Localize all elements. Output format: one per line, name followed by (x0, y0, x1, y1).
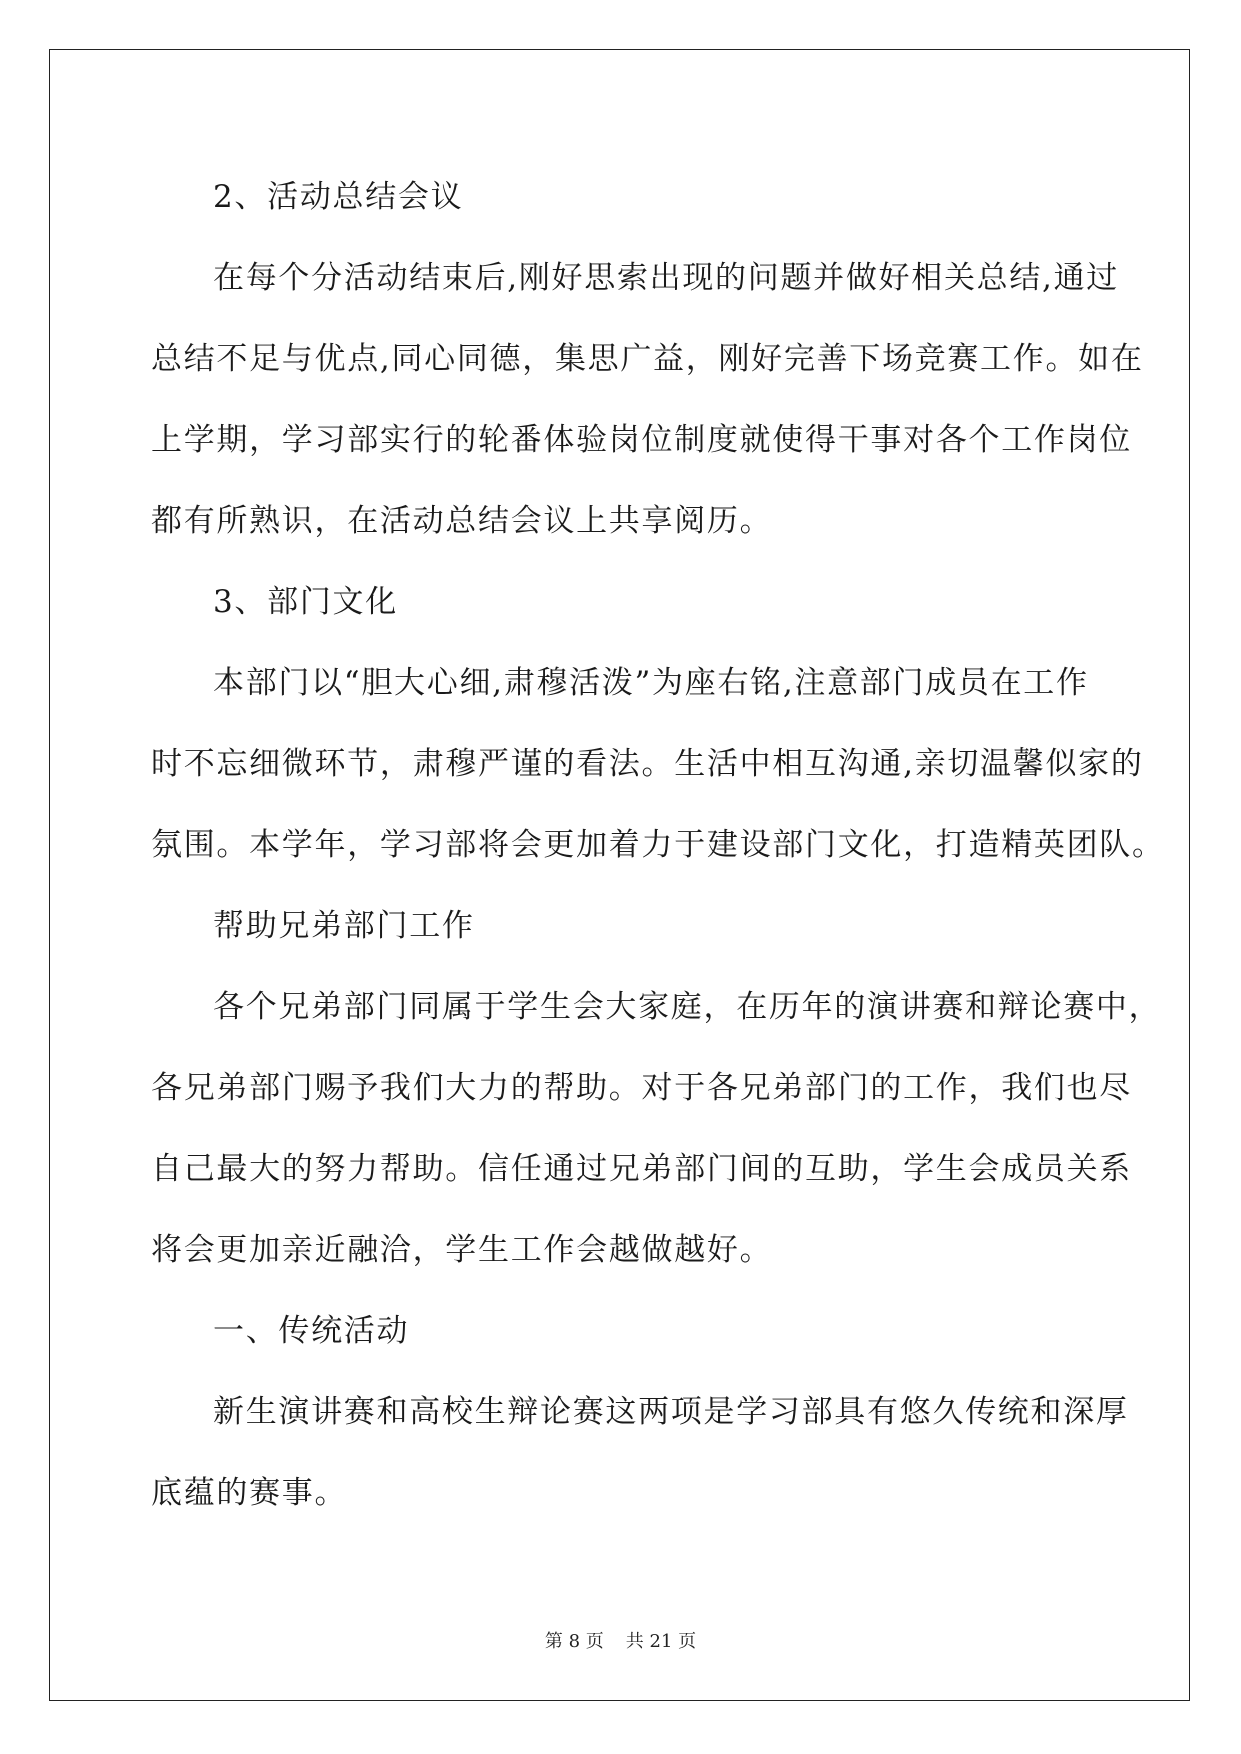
heading-department-culture: 3、部门文化 (213, 584, 398, 620)
paragraph-line: 各个兄弟部门同属于学生会大家庭，在历年的演讲赛和辩论赛中， (213, 989, 1162, 1025)
page-total: 共 21 页 (625, 1631, 697, 1652)
paragraph-line: 自己最大的努力帮助。信任通过兄弟部门间的互助，学生会成员关系 (151, 1151, 1132, 1187)
heading-activity-summary-meeting: 2、活动总结会议 (213, 179, 464, 215)
heading-help-sibling-departments: 帮助兄弟部门工作 (213, 908, 475, 944)
paragraph-line: 时不忘细微环节，肃穆严谨的看法。生活中相互沟通,亲切温馨似家的 (151, 746, 1144, 782)
page-footer (0, 1627, 1241, 1653)
paragraph-line: 将会更加亲近融洽，学生工作会越做越好。 (151, 1232, 773, 1268)
document-body (151, 157, 1165, 1534)
paragraph-line: 上学期，学习部实行的轮番体验岗位制度就使得干事对各个工作岗位 (151, 422, 1132, 458)
paragraph-line: 各兄弟部门赐予我们大力的帮助。对于各兄弟部门的工作，我们也尽 (151, 1070, 1132, 1106)
paragraph-line: 在每个分活动结束后,刚好思索出现的问题并做好相关总结,通过 (213, 260, 1120, 296)
paragraph-line: 总结不足与优点,同心同德，集思广益，刚好完善下场竞赛工作。如在 (151, 341, 1144, 377)
paragraph-line: 底蕴的赛事。 (151, 1475, 348, 1511)
page-number: 第 8 页 (544, 1631, 604, 1652)
paragraph-line: 本部门以“胆大心细,肃穆活泼”为座右铭,注意部门成员在工作 (213, 665, 1089, 701)
paragraph-line: 都有所熟识，在活动总结会议上共享阅历。 (151, 503, 773, 539)
heading-traditional-activities: 一、传统活动 (213, 1313, 410, 1349)
paragraph-line: 新生演讲赛和高校生辩论赛这两项是学习部具有悠久传统和深厚 (213, 1394, 1129, 1430)
paragraph-line: 氛围。本学年，学习部将会更加着力于建设部门文化，打造精英团队。 (151, 827, 1165, 863)
